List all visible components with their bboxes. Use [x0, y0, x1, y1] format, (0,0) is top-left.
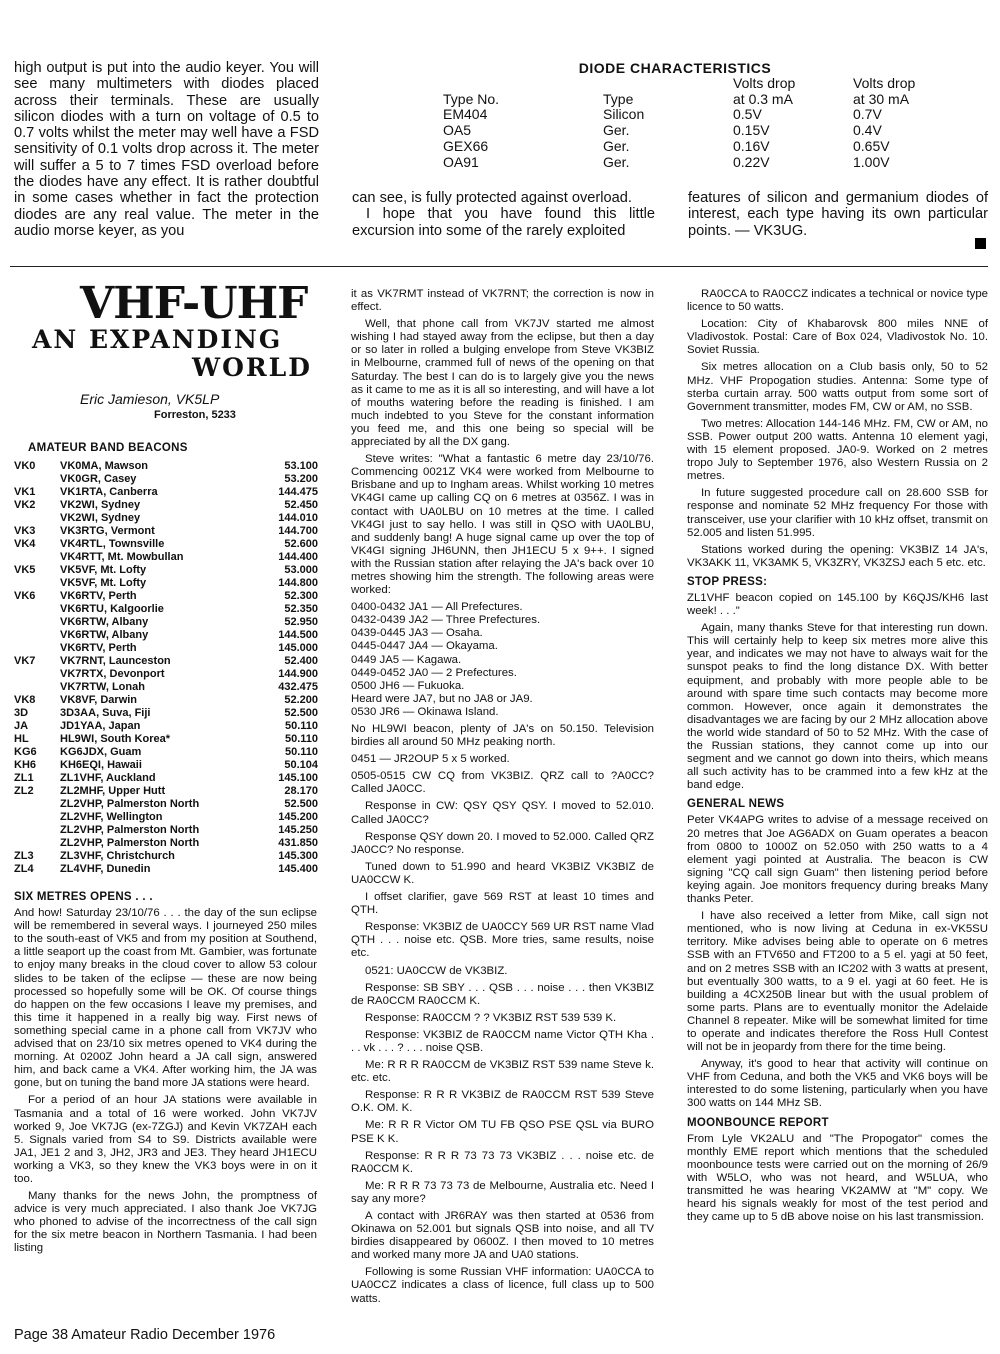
article-paragraph: Many thanks for the news John, the promptness of advice is very much appreciated. I also thank Joe VK7JG who phoned to advise of the incorrectness of the call sign for the six metre beacon in Northern Tasmania. I had been listing: [14, 1190, 317, 1255]
article-paragraph: 0451 — JR2OUP 5 x 5 worked.: [351, 753, 510, 766]
beacon-row: [14, 746, 318, 759]
beacon-frequency: 52.500: [284, 798, 318, 810]
beacon-band: ZL1: [14, 772, 34, 784]
beacon-frequency: 144.900: [278, 668, 318, 680]
beacon-row: [14, 759, 318, 772]
beacon-callsign: VK7RTW, Lonah: [60, 681, 145, 693]
diode-cell: GEX66: [443, 137, 489, 154]
diode-header-row: [443, 76, 943, 92]
beacon-row: [14, 577, 318, 590]
beacon-callsign: VK3RTG, Vermont: [60, 525, 155, 537]
beacon-callsign: VK5VF, Mt. Lofty: [60, 564, 147, 576]
article-paragraph: And how! Saturday 23/10/76 . . . the day of the sun eclipse will be remembered in several ways. I journeyed 250 miles to the south-east of VK5 and from my position at Southend, a little seaport up the coast from Mt. Gambier, was fortunate to enjoy many breaks in the cloud cover to allow 53 colour slides to be taken of the eclipse — these are now being processed so hopefully some will be OK. Of course things do happen on the few occasions I leave my premises, and this time it happened in a really big way. First news of something special came in a phone call from VK7JV who advised that on 23/10 six metres opened to VK4 during the morning. At 0200Z John heard a JA call sign, answered him, and back came a VK4. After working him, the JA was gone, but on tuning the band more JA stations were heard.: [14, 907, 317, 1090]
beacon-frequency: 50.110: [284, 720, 318, 732]
article-paragraph: Steve writes: "What a fantastic 6 metre day 23/10/76. Commencing 0021Z VK4 were worked from Melbourne to Brisbane and up to Ingham areas. Whilst working 10 metres VK4GI came up calling CQ on 6 metres at 0356Z. I was in contact with UA0LBU on 10 metres at the time. I called VK4GI just to say hello. I was still in QSO with UA0LBU, and suddenly bang! A huge signal came up over the top of VK4GI signing JH6UNN, then JH1ECU 5 x 9++. I signed with the Russian station after relaying the JA's back over 10 metres showing him the strength. The following areas were worked:: [351, 453, 654, 597]
beacon-band: [14, 577, 60, 590]
diode-cell: 0.22V: [733, 153, 770, 170]
beacon-callsign: ZL2VHP, Palmerston North: [60, 837, 200, 849]
diode-cell: at 30 mA: [853, 90, 910, 107]
beacon-frequency: 52.600: [284, 538, 318, 550]
diode-cell: EM404: [443, 106, 488, 123]
title-line-1: VHF-UHF: [80, 278, 308, 329]
beacon-frequency: 50.110: [284, 746, 318, 758]
beacon-row: [14, 824, 318, 837]
diode-cell: Silicon: [603, 106, 645, 123]
beacon-row: [14, 863, 318, 876]
beacon-frequency: 431.850: [278, 837, 318, 849]
beacon-band: [14, 811, 60, 824]
diode-cell: 0.4V: [853, 122, 882, 139]
general-news-heading: GENERAL NEWS: [687, 798, 785, 811]
article-paragraph: Tuned down to 51.990 and heard VK3BIZ VK3BIZ de UA0CCW K.: [351, 860, 654, 886]
article-paragraph: I have also received a letter from Mike, call sign not mentioned, who is now living at Ceduna in ex-VK5SU territory. Mike advises being able to operate on 6 metres SSB with an FTV650 and FT200 to a 5 el. yagi at 50 feet, and on 2 metres SSB with an IC202 with 3 watts at present, but eventually 300 watts, to a 9 el. yagi at 60 feet. He is building a 4CX250B linear but with the usual problem of some parts. Plans are to eventually monitor the Adelaide Channel 8 repeater. Mike will be somewhat limited for time to operate and indicates therefore the Ross Hull Contest will not be in jeopardy from there for the time being.: [687, 910, 988, 1054]
beacon-row: [14, 603, 318, 616]
diode-table-title: DIODE CHARACTERISTICS: [578, 60, 772, 76]
beacon-callsign: KH6EQI, Hawaii: [60, 759, 142, 771]
stop-press-heading: STOP PRESS:: [687, 575, 768, 588]
beacon-row: [14, 525, 318, 538]
article-paragraph: Location: City of Khabarovsk 800 miles NNE of Vladivostok. Postal: Care of Box 024, Vladivostok No. 10. Soviet Russia.: [687, 318, 988, 357]
beacon-band: [14, 798, 60, 811]
article-paragraph: Response: SB SBY . . . QSB . . . noise . . . then VK3BIZ de RA0CCM RA0CCM K.: [351, 981, 654, 1007]
beacon-frequency: 145.250: [278, 824, 318, 836]
diode-cell: [443, 76, 603, 92]
diode-row: [443, 107, 943, 123]
beacon-callsign: VK6RTV, Perth: [60, 642, 137, 654]
top-col1-text: high output is put into the audio keyer. You will see many multimeters with diodes placed across their terminals. These are usually silicon diodes with a turn on voltage of 0.5 to 0.7 volts whilst the meter may well have a FSD sensitivity of 0.1 volts drop across it. The meter will suffer a 5 to 7 times FSD overload before the diodes have any effect. It is rather doubtful in some cases whether in fact the protection diodes are any real value. The meter in the audio morse keyer, as you: [14, 60, 319, 239]
beacon-band: [14, 616, 60, 629]
beacon-band: [14, 551, 60, 564]
diode-cell: OA5: [443, 122, 472, 139]
article-paragraph: No HL9WI beacon, plenty of JA's on 50.150. Television birdies all around 50 MHz peaking north.: [351, 723, 654, 749]
article-paragraph: Peter VK4APG writes to advise of a message received on 20 metres that Joe AG6ADX on Guam operates a beacon from 0800 to 1000Z on 52.050 with 250 watts to a 4 element yagi pointed at Australia. The beacon is CW signing "CQ call sign Guam" then listening period before keying again. Joe monitors frequency during breaks Many thanks Peter.: [687, 814, 988, 906]
beacon-row: [14, 629, 318, 642]
article-paragraph: 0445-0447 JA4 — Okayama.: [351, 640, 498, 653]
article-paragraph: Me: R R R Victor OM TU FB QSO PSE QSL via BURO PSE K K.: [351, 1119, 654, 1145]
section-divider: [10, 266, 988, 267]
beacon-frequency: 145.100: [278, 772, 318, 784]
article-paragraph: Well, that phone call from VK7JV started me almost wishing I had stayed away from the eclipse, but then a day or so later in rolled a bulging envelope from Steve VK3BIZ in Melbourne, crammed full of news of the opening on that Saturday. The best I can do is to largely give you the news as it came to me as it is all so interesting, and will have a lot of mouths watering before the reading is finished. I am much indebted to you Steve for the constant information you feed me, and this one being so special will be appreciated by all the DX gang.: [351, 318, 654, 449]
beacon-row: [14, 655, 318, 668]
diode-cell: Volts drop: [853, 75, 916, 91]
beacon-row: [14, 694, 318, 707]
beacon-frequency: 52.500: [284, 707, 318, 719]
article-paragraph: Again, many thanks Steve for that interesting run down. This will certainly help to keep six metres more alive this year, and indicates we may not have to always wait for the sunspot peaks to find the long distance DX. With better equipment, and probably with more people able to be around with spare time such contacts may become more common. However, once again it demonstrates the disadvantages we are facing by our 2 MHz allocation above the world wide standard of 50 to 52 MHz. With the case of the Russian stations, they cannot come up into our segment and we cannot go down into theirs, which means all such activity has to be crammed into a few kHz at the band edge.: [687, 622, 988, 792]
page-footer: Page 38 Amateur Radio December 1976: [14, 1327, 276, 1343]
article-paragraph: it as VK7RMT instead of VK7RNT; the correction is now in effect.: [351, 288, 654, 314]
beacon-callsign: VK8VF, Darwin: [60, 694, 138, 706]
top-col3-text: features of silicon and germanium diodes of interest, each type having its own particular points. — VK3UG.: [688, 190, 988, 239]
beacon-band: [14, 629, 60, 642]
beacon-row: [14, 564, 318, 577]
beacon-row: [14, 785, 318, 798]
beacon-row: [14, 772, 318, 785]
beacon-frequency: 52.400: [284, 655, 318, 667]
beacon-frequency: 52.300: [284, 590, 318, 602]
article-paragraph: Response: VK3BIZ de UA0CCY 569 UR RST name Vlad QTH . . . noise etc. QSB. More tries, same results, noise etc.: [351, 921, 654, 960]
beacon-callsign: JD1YAA, Japan: [60, 720, 141, 732]
beacon-callsign: KG6JDX, Guam: [60, 746, 142, 758]
beacon-row: [14, 720, 318, 733]
article-paragraph: Stations worked during the opening: VK3BIZ 14 JA's, VK3AKK 11, VK3AMK 5, VK3ZRY, VK3ZSJ each 5 etc. etc.: [687, 543, 988, 569]
beacon-row: [14, 512, 318, 525]
article-paragraph: Response: VK3BIZ de RA0CCM name Victor QTH Kha . . . vk . . . ? . . . noise QSB.: [351, 1028, 654, 1054]
beacon-frequency: 50.110: [284, 733, 318, 745]
beacon-band: ZL3: [14, 850, 34, 862]
beacon-row: [14, 616, 318, 629]
beacon-band: VK1: [14, 486, 36, 498]
beacon-row: [14, 590, 318, 603]
article-paragraph: Following is some Russian VHF information: UA0CCA to UA0CCZ indicates a class of licence, full class up to 500 watts.: [351, 1266, 654, 1305]
beacon-band: HL: [14, 733, 29, 745]
article-paragraph: 0500 JH6 — Fukuoka.: [351, 679, 465, 692]
diode-cell: 0.5V: [733, 106, 762, 123]
beacon-row: [14, 460, 318, 473]
diode-row: [443, 155, 943, 171]
article-paragraph: 0432-0439 JA2 — Three Prefectures.: [351, 614, 541, 627]
beacon-callsign: HL9WI, South Korea*: [60, 733, 171, 745]
beacons-heading: AMATEUR BAND BEACONS: [28, 442, 188, 454]
top-col2: [352, 190, 655, 239]
beacon-callsign: VK1RTA, Canberra: [60, 486, 158, 498]
diode-row: [443, 139, 943, 155]
article-paragraph: 0530 JR6 — Okinawa Island.: [351, 705, 499, 718]
beacon-row: [14, 473, 318, 486]
beacon-row: [14, 798, 318, 811]
beacon-frequency: 28.170: [284, 785, 318, 797]
beacon-frequency: 145.300: [278, 850, 318, 862]
beacon-callsign: ZL4VHF, Dunedin: [60, 863, 151, 875]
beacon-callsign: ZL1VHF, Auckland: [60, 772, 156, 784]
beacon-row: [14, 642, 318, 655]
article-col1: [14, 891, 317, 1260]
beacon-row: [14, 551, 318, 564]
article-col2: [351, 288, 654, 1310]
beacon-callsign: VK0GR, Casey: [60, 473, 137, 485]
beacon-frequency: 52.450: [284, 499, 318, 511]
diode-cell: [603, 76, 733, 92]
beacon-frequency: 50.104: [284, 759, 318, 771]
beacon-row: [14, 707, 318, 720]
beacon-row: [14, 733, 318, 746]
article-paragraph: Response: R R R VK3BIZ de RA0CCM RST 539 Steve O.K. OM. K.: [351, 1089, 654, 1115]
beacon-callsign: VK5VF, Mt. Lofty: [60, 577, 147, 589]
article-paragraph: RA0CCA to RA0CCZ indicates a technical or novice type licence to 50 watts.: [687, 288, 988, 314]
beacon-band: VK3: [14, 525, 36, 537]
article-paragraph: From Lyle VK2ALU and "The Propogator" comes the monthly EME report which mentions that the scheduled moonbounce tests were carried out on the morning of 26/9 with W5LO, who was not heard, and W5LUA, who transmitted he was hearing VK2AMW at "M" copy. We heard his signals weakly for most of the test period and they came up to 5 dB above noise on his last transmission.: [687, 1132, 988, 1224]
diode-cell: Type No.: [443, 90, 500, 107]
beacon-frequency: 145.200: [278, 811, 318, 823]
beacon-band: VK0: [14, 460, 36, 472]
beacon-band: [14, 681, 60, 694]
top-col1: [14, 60, 319, 239]
beacon-callsign: VK0MA, Mawson: [60, 460, 149, 472]
article-paragraph: Response: R R R 73 73 73 VK3BIZ . . . noise etc. de RA0CCM K.: [351, 1149, 654, 1175]
beacon-frequency: 144.010: [278, 512, 318, 524]
article-paragraph: 0505-0515 CW CQ from VK3BIZ. QRZ call to ?A0CC? Called JA0CC.: [351, 770, 654, 796]
six-metres-heading: SIX METRES OPENS . . .: [14, 891, 153, 903]
article-paragraph: Me: R R R 73 73 73 de Melbourne, Australia etc. Need I say any more?: [351, 1179, 654, 1205]
author-location: Forreston, 5233: [154, 409, 236, 421]
beacon-callsign: VK6RTV, Perth: [60, 590, 137, 602]
article-paragraph: In future suggested procedure call on 28.600 SSB for response and nominate 52 MHz frequency For those with transceiver, use your clarifier with 10 kHz offset, transmit on 52.005 and listen 51.995.: [687, 487, 988, 539]
top-col3: [688, 190, 988, 239]
diode-cell: Ger.: [603, 137, 630, 154]
beacon-frequency: 144.475: [278, 486, 318, 498]
beacon-row: [14, 499, 318, 512]
diode-cell: Ger.: [603, 122, 630, 139]
beacon-band: [14, 512, 60, 525]
beacon-band: [14, 642, 60, 655]
beacon-table: [14, 460, 318, 876]
moonbounce-heading: MOONBOUNCE REPORT: [687, 1116, 829, 1129]
article-paragraph: A contact with JR6RAY was then started at 0536 from Okinawa on 52.001 but signals QSB into noise, and all TV birdies disappeared by 0600Z. I then moved to 10 metres and worked many more JA and UA0 stations.: [351, 1210, 654, 1262]
beacon-callsign: VK4RTL, Townsville: [60, 538, 165, 550]
article-paragraph: 0449 JA5 — Kagawa.: [351, 653, 462, 666]
beacon-band: VK4: [14, 538, 36, 550]
diode-cell: Volts drop: [733, 75, 796, 91]
beacon-callsign: ZL2MHF, Upper Hutt: [60, 785, 166, 797]
article-paragraph: 0449-0452 JA0 — 2 Prefectures.: [351, 666, 517, 679]
article-paragraph: Anyway, it's good to hear that activity will continue on VHF from Ceduna, and both the VK5 and VK6 boys will be interested to do some listening, particularly when you have 300 watts on 144 MHz SB.: [687, 1058, 988, 1110]
beacon-band: [14, 824, 60, 837]
diode-cell: at 0.3 mA: [733, 90, 793, 107]
article-paragraph: Response QSY down 20. I moved to 52.000. Called QRZ JA0CC? No response.: [351, 830, 654, 856]
beacon-frequency: 53.000: [284, 564, 318, 576]
article-paragraph: 0439-0445 JA3 — Osaha.: [351, 627, 483, 640]
diode-header-row: [443, 92, 943, 108]
beacon-frequency: 144.500: [278, 629, 318, 641]
beacon-band: [14, 603, 60, 616]
beacon-band: [14, 473, 60, 486]
beacon-frequency: 432.475: [278, 681, 318, 693]
article-paragraph: Heard were JA7, but no JA8 or JA9.: [351, 692, 533, 705]
beacon-band: VK6: [14, 590, 36, 602]
beacon-band: VK7: [14, 655, 36, 667]
beacon-frequency: 145.400: [278, 863, 318, 875]
beacon-frequency: 144.800: [278, 577, 318, 589]
beacon-callsign: ZL2VHP, Palmerston North: [60, 798, 200, 810]
beacon-frequency: 144.700: [278, 525, 318, 537]
beacon-frequency: 53.100: [284, 460, 318, 472]
beacon-band: ZL2: [14, 785, 34, 797]
article-title: [20, 278, 320, 382]
top-col2-para: I hope that you have found this little excursion into some of the rarely exploited: [352, 206, 655, 239]
diode-table: [443, 76, 943, 170]
beacon-band: KH6: [14, 759, 37, 771]
diode-cell: Type: [603, 90, 634, 107]
beacon-callsign: ZL2VHF, Wellington: [60, 811, 163, 823]
title-line-2: AN EXPANDING: [32, 325, 283, 354]
diode-cell: 0.16V: [733, 137, 770, 154]
article-paragraph: Response: RA0CCM ? ? VK3BIZ RST 539 539 K.: [365, 1011, 617, 1024]
end-of-article-mark: [975, 238, 986, 249]
beacon-band: [14, 837, 60, 850]
diode-row: [443, 123, 943, 139]
beacon-callsign: VK6RTW, Albany: [60, 616, 149, 628]
beacon-band: [14, 668, 60, 681]
beacon-row: [14, 538, 318, 551]
beacon-band: ZL4: [14, 863, 34, 875]
article-paragraph: 0521: UA0CCW de VK3BIZ.: [365, 964, 508, 977]
diode-cell: 0.15V: [733, 122, 770, 139]
beacon-frequency: 52.950: [284, 616, 318, 628]
beacon-frequency: 52.200: [284, 694, 318, 706]
article-paragraph: I offset clarifier, gave 569 RST at least 10 times and QTH.: [351, 891, 654, 917]
beacon-frequency: 144.400: [278, 551, 318, 563]
article-paragraph: 0400-0432 JA1 — All Prefectures.: [351, 601, 523, 614]
beacon-band: VK8: [14, 694, 36, 706]
beacon-callsign: VK6RTU, Kalgoorlie: [60, 603, 164, 615]
article-paragraph: Me: R R R RA0CCM de VK3BIZ RST 539 name Steve k. etc. etc.: [351, 1059, 654, 1085]
beacon-callsign: ZL3VHF, Christchurch: [60, 850, 175, 862]
beacon-frequency: 52.350: [284, 603, 318, 615]
diode-cell: 0.65V: [853, 137, 890, 154]
article-paragraph: For a period of an hour JA stations were available in Tasmania and a total of 16 were worked. John VK7JV worked 9, Joe VK7JG (ex-7ZGJ) and Kevin VK7ZAH each 5. Signals varied from S4 to S9. Districts available were JA1, JE1 2 and 3, JH2, JR3 and JE3. They heard JH1ECU working a VK3, so they knew the VK3 boys were in on it too.: [14, 1094, 317, 1185]
beacon-callsign: 3D3AA, Suva, Fiji: [60, 707, 151, 719]
beacon-callsign: VK4RTT, Mt. Mowbullan: [60, 551, 184, 563]
beacon-band: 3D: [14, 707, 29, 719]
beacon-row: [14, 681, 318, 694]
beacon-row: [14, 850, 318, 863]
beacon-frequency: 145.000: [278, 642, 318, 654]
beacon-callsign: VK2WI, Sydney: [60, 499, 141, 511]
diode-cell: OA91: [443, 153, 479, 170]
beacon-row: [14, 811, 318, 824]
diode-cell: 1.00V: [853, 153, 890, 170]
beacon-callsign: VK6RTW, Albany: [60, 629, 149, 641]
beacon-band: VK5: [14, 564, 36, 576]
beacon-callsign: ZL2VHP, Palmerston North: [60, 824, 200, 836]
article-paragraph: ZL1VHF beacon copied on 145.100 by K6QJS/KH6 last week! . . .": [687, 591, 988, 618]
beacon-row: [14, 668, 318, 681]
beacon-band: JA: [14, 720, 29, 732]
top-col2-para: can see, is fully protected against overload.: [352, 190, 632, 206]
beacon-band: VK2: [14, 499, 36, 511]
title-line-3: WORLD: [192, 353, 312, 382]
beacon-frequency: 53.200: [284, 473, 318, 485]
diode-cell: Ger.: [603, 153, 630, 170]
beacon-callsign: VK7RNT, Launceston: [60, 655, 171, 667]
article-col3: [687, 288, 988, 1228]
beacon-row: [14, 486, 318, 499]
article-paragraph: Response in CW: QSY QSY QSY. I moved to 52.010. Called JA0CC?: [351, 800, 654, 826]
article-paragraph: Six metres allocation on a Club basis only, 50 to 52 MHz. VHF Propogation studies. Antenna: Some type of sterba curtain array. 500 watts output from some sort of Government transmitter, modes FM, CW or AM, no SSB.: [687, 361, 988, 413]
beacon-callsign: VK2WI, Sydney: [60, 512, 141, 524]
beacon-band: KG6: [14, 746, 37, 758]
diode-cell: 0.7V: [853, 106, 882, 123]
beacon-row: [14, 837, 318, 850]
article-paragraph: Two metres: Allocation 144-146 MHz. FM, CW or AM, no SSB. Power output 200 watts. Antenna 10 element yagi, with 15 element proposed. JA0-9. Worked on 2 metres tropo July to September 1976, also Western Russia on 2 metres.: [687, 417, 988, 483]
beacon-callsign: VK7RTX, Devonport: [60, 668, 165, 680]
author-byline: Eric Jamieson, VK5LP: [80, 391, 220, 407]
